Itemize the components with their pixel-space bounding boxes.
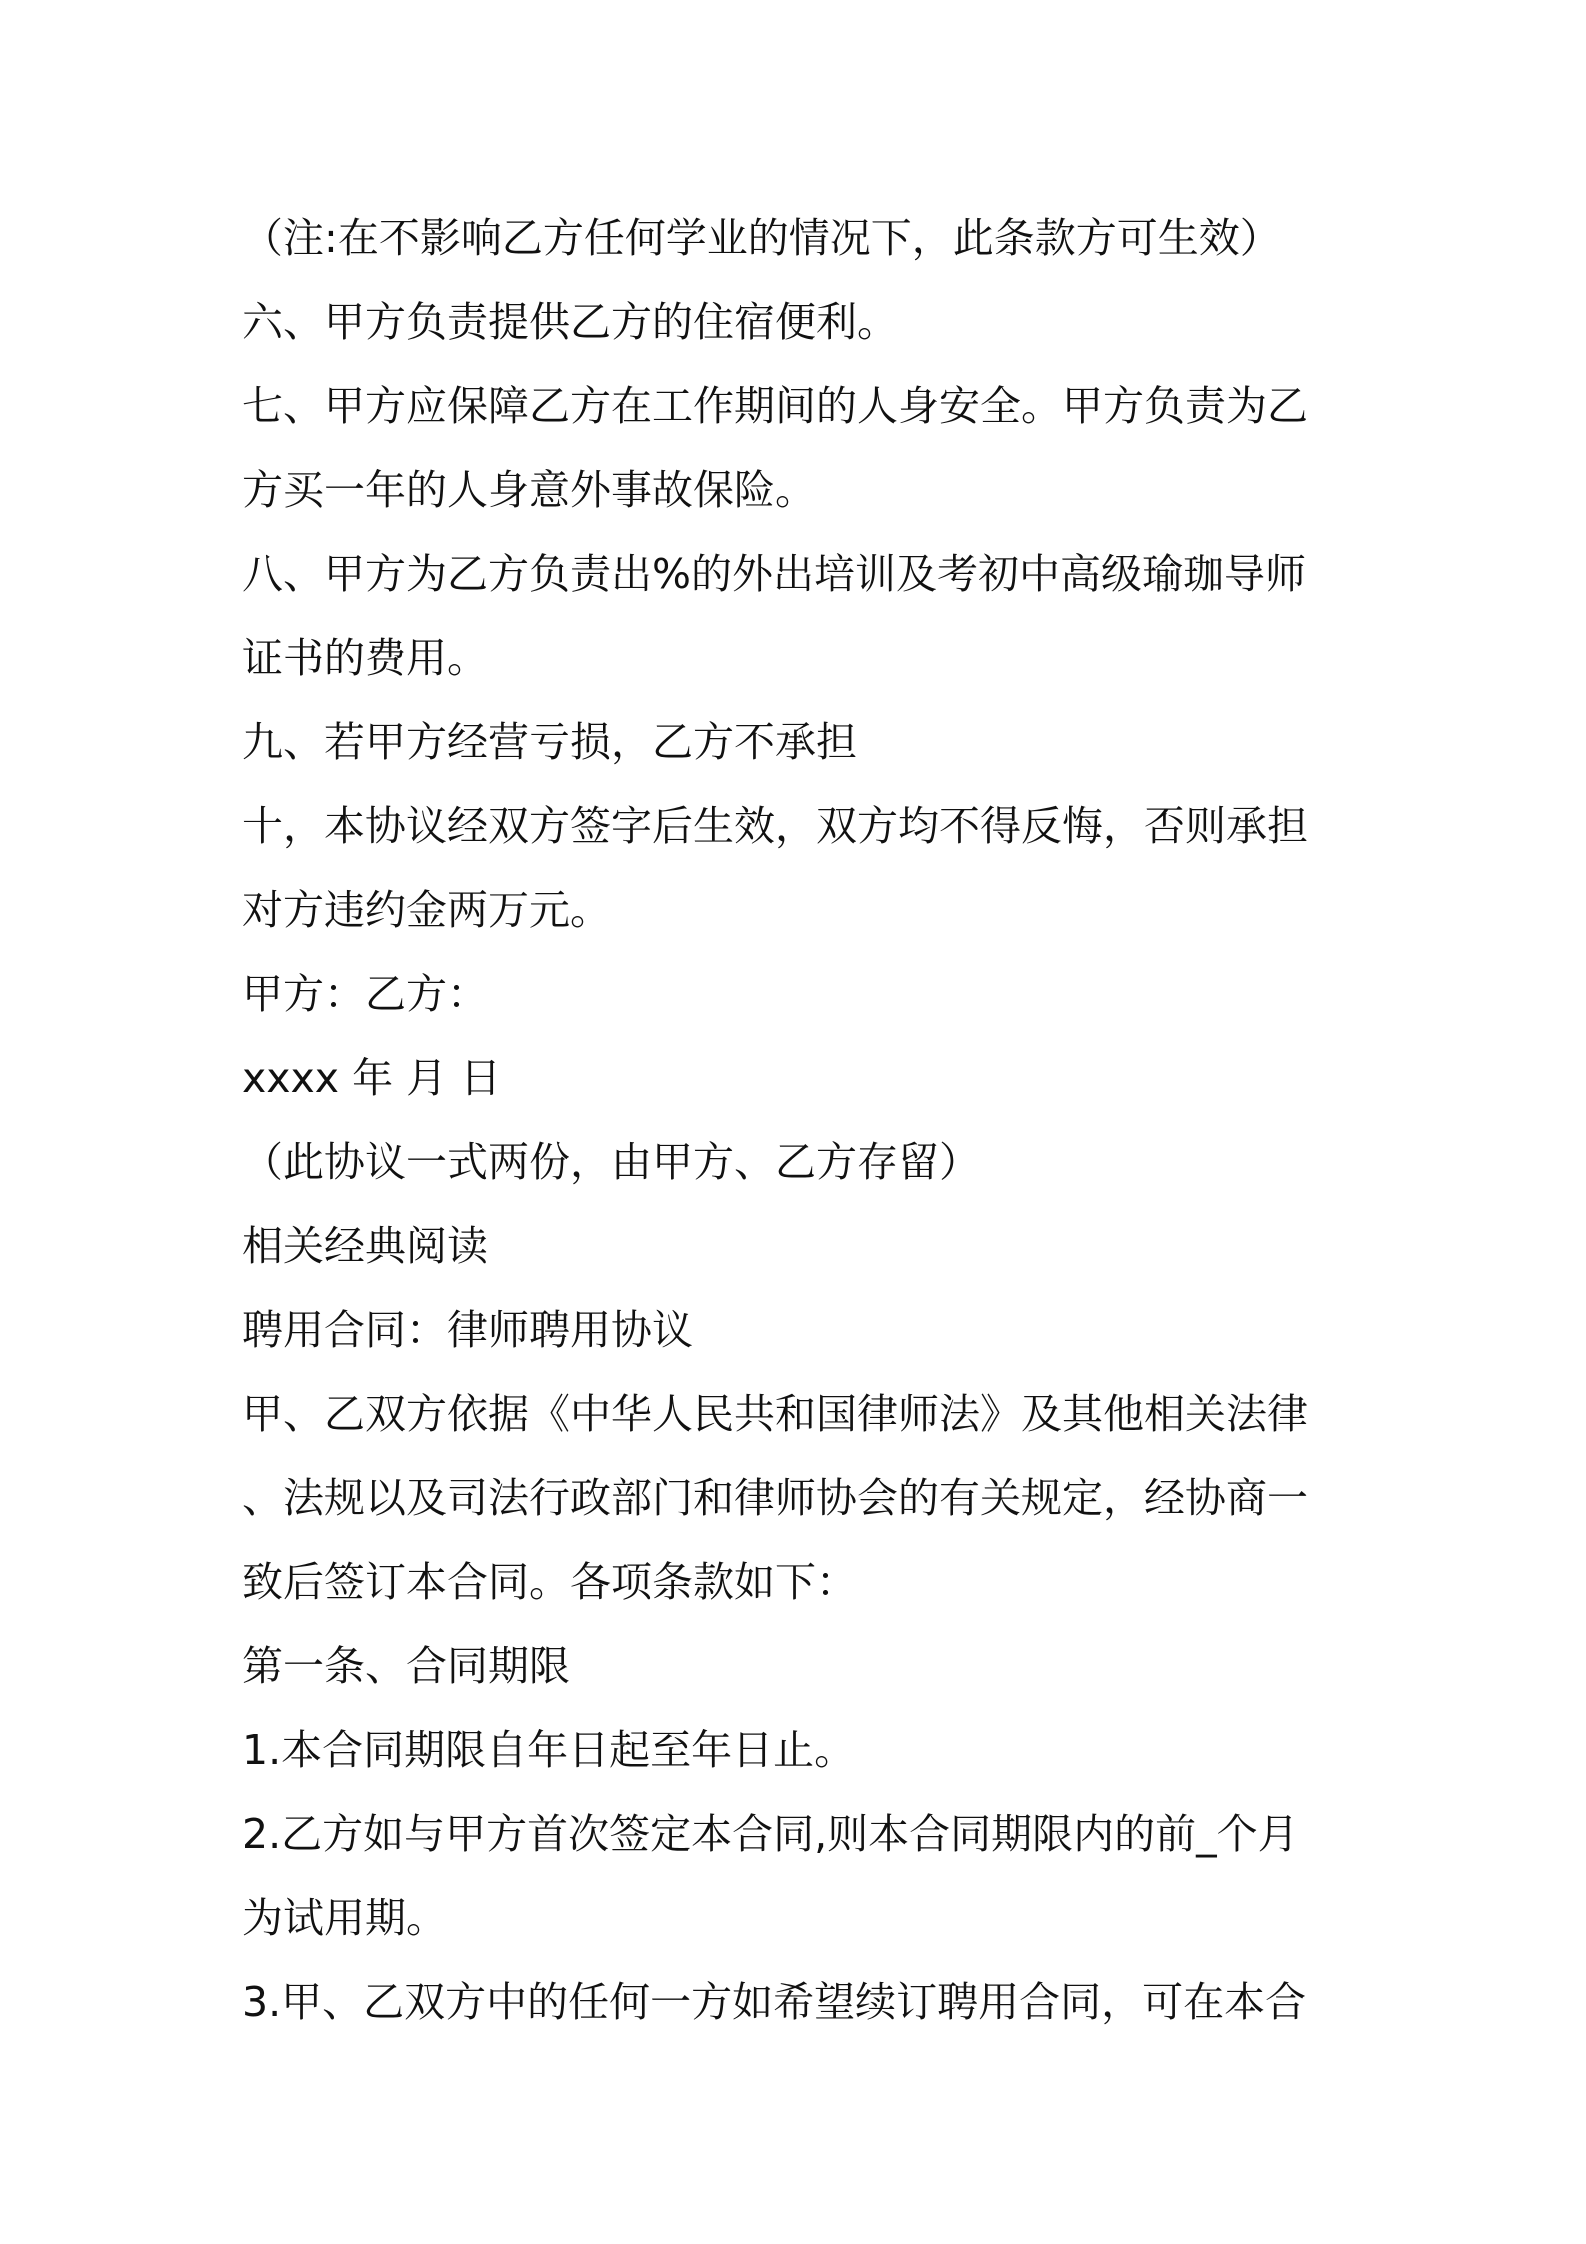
article-one-item-2-line-1: 2.乙方如与甲方首次签定本合同,则本合同期限内的前_个月 [242,1810,1299,1858]
preamble-line-2: 、法规以及司法行政部门和律师协会的有关规定，经协商一 [242,1474,1308,1522]
document-body [242,196,1362,2044]
clause-ten-line-2: 对方违约金两万元。 [242,886,611,934]
clause-six: 六、甲方负责提供乙方的住宿便利。 [242,298,898,346]
related-reading-heading: 相关经典阅读 [242,1222,488,1270]
clause-eight-line-1: 八、甲方为乙方负责出%的外出培训及考初中高级瑜珈导师 [242,550,1306,598]
article-one-item-1: 1.本合同期限自年日起至年日止。 [242,1726,856,1774]
copies-note: （此协议一式两份，由甲方、乙方存留） [242,1138,980,1186]
clause-seven-line-1: 七、甲方应保障乙方在工作期间的人身安全。甲方负责为乙 [242,382,1308,430]
article-one-item-2-line-2: 为试用期。 [242,1894,447,1942]
preamble-line-1: 甲、乙双方依据《中华人民共和国律师法》及其他相关法律 [242,1390,1308,1438]
article-one-heading: 第一条、合同期限 [242,1642,570,1690]
note-line: （注:在不影响乙方任何学业的情况下，此条款方可生效） [242,214,1281,262]
article-one-item-3-line-1: 3.甲、乙双方中的任何一方如希望续订聘用合同，可在本合 [242,1978,1307,2026]
clause-seven-line-2: 方买一年的人身意外事故保险。 [242,466,816,514]
clause-ten-line-1: 十，本协议经双方签字后生效，双方均不得反悔，否则承担 [242,802,1308,850]
clause-eight-line-2: 证书的费用。 [242,634,488,682]
signature-parties: 甲方：乙方： [242,970,488,1018]
clause-nine: 九、若甲方经营亏损，乙方不承担 [242,718,857,766]
signature-date: xxxx 年 月 日 [242,1054,502,1102]
preamble-line-3: 致后签订本合同。各项条款如下： [242,1558,857,1606]
contract-title: 聘用合同：律师聘用协议 [242,1306,693,1354]
